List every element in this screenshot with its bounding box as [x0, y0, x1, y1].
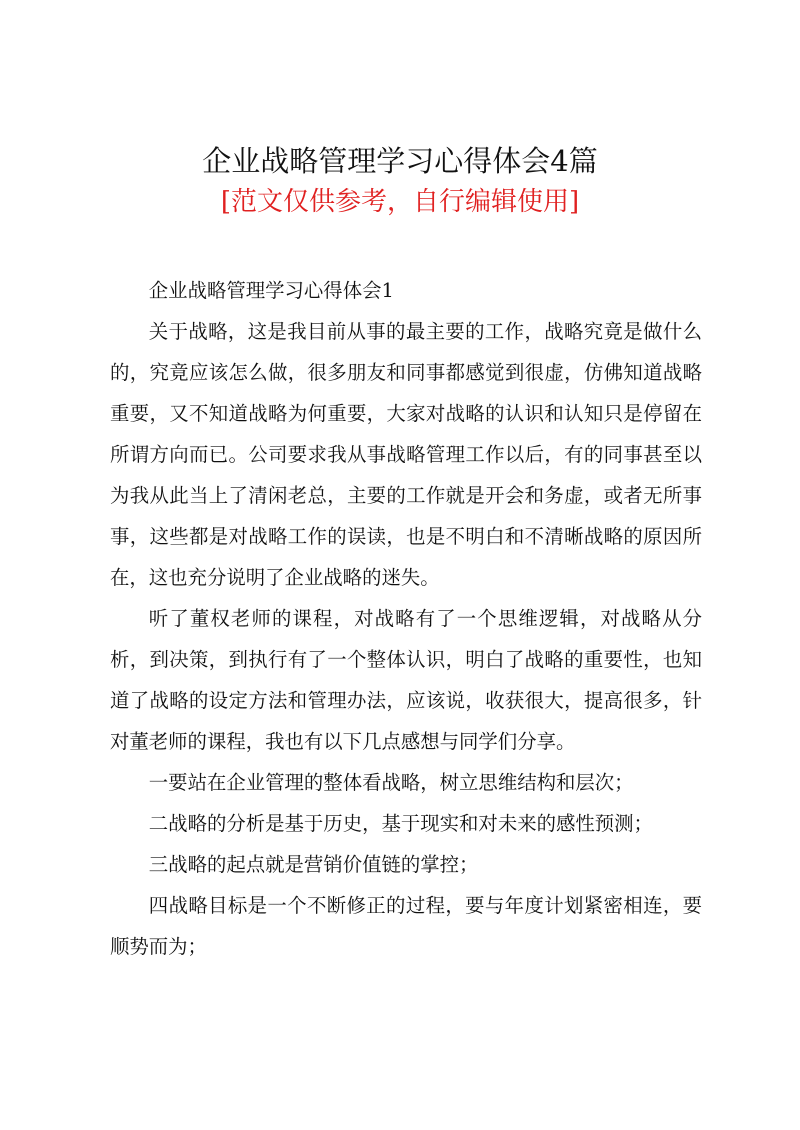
paragraph: 一要站在企业管理的整体看战略，树立思维结构和层次； — [148, 771, 634, 794]
document-title: 企业战略管理学习心得体会4篇 — [202, 144, 598, 178]
paragraph: 听了董权老师的课程，对战略有了一个思维逻辑，对战略从分析，到决策，到执行有了一个整体认识，明白了战略的重要性，也知道了战略的设定方法和管理办法，应该说，收获很大，提高很多，针对董老师的课程，我也有以下几点感想与同学们分享。 — [110, 607, 702, 753]
paragraph: 四战略目标是一个不断修正的过程，要与年度计划紧密相连，要顺势而为； — [110, 894, 702, 958]
paragraph: 二战略的分析是基于历史，基于现实和对未来的感性预测； — [148, 812, 653, 835]
paragraph: 三战略的起点就是营销价值链的掌控； — [148, 853, 479, 876]
paragraph: 关于战略，这是我目前从事的最主要的工作，战略究竟是做什么的，究竟应该怎么做，很多朋友和同事都感觉到很虚，仿佛知道战略重要，又不知道战略为何重要，大家对战略的认识和认知只是停留在所谓方向而已。公司要求我从事战略管理工作以后，有的同事甚至以为我从此当上了清闲老总，主要的工作就是开会和务虚，或者无所事事，这些都是对战略工作的误读，也是不明白和不清晰战略的原因所在，这也充分说明了企业战略的迷失。 — [110, 320, 702, 589]
document-subtitle: [范文仅供参考，自行编辑使用] — [220, 187, 580, 217]
document-body — [110, 270, 702, 967]
section-heading: 企业战略管理学习心得体会1 — [148, 279, 394, 302]
